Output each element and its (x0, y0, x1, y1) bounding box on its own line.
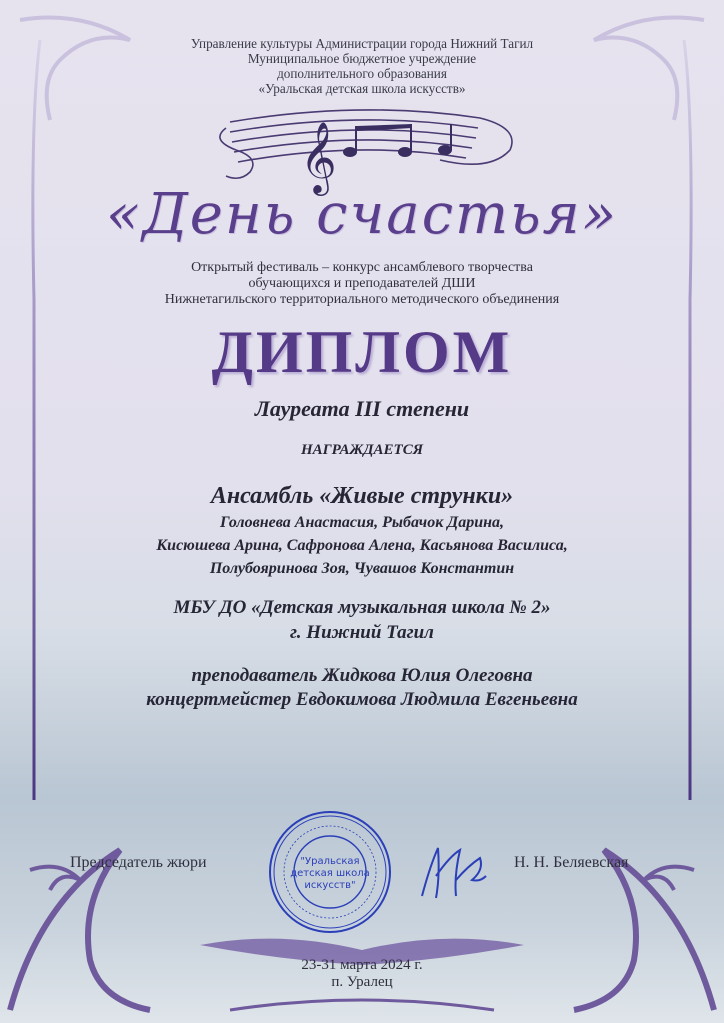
members-line-2: Кисюшева Арина, Сафронова Алена, Касьянова Василиса, (156, 537, 568, 554)
event-place: п. Уралец (331, 974, 393, 990)
signature-role: Председатель жюри (70, 854, 207, 871)
festival-desc-line-3: Нижнетагильского территориального методического объединения (164, 292, 560, 307)
teacher-line: преподаватель Жидкова Юлия Олеговна (191, 665, 533, 686)
seal-center-line-1: "Уральская (300, 856, 360, 867)
header-line-1: Управление культуры Администрации города Нижний Тагил (190, 36, 534, 51)
header-line-4: «Уральская детская школа искусств» (258, 81, 466, 96)
school-city: г. Нижний Тагил (290, 622, 434, 643)
header-line-3: дополнительного образования (277, 66, 447, 81)
award-level: Лауреата III степени (254, 396, 470, 421)
festival-desc-line-2: обучающихся и преподавателей ДШИ (248, 276, 476, 291)
festival-desc-line-1: Открытый фестиваль – конкурс ансамблевого творчества (191, 260, 533, 275)
accompanist-line: концертмейстер Евдокимова Людмила Евгеньевна (146, 689, 578, 710)
handwritten-signature (410, 836, 490, 906)
festival-title: «День счастья» (106, 182, 618, 247)
ensemble-name: Ансамбль «Живые струнки» (210, 483, 514, 509)
awarded-label: НАГРАЖДАЕТСЯ (300, 442, 424, 458)
members-line-1: Головнева Анастасия, Рыбачок Дарина, (219, 514, 505, 531)
seal-center-line-3: искусств" (304, 880, 356, 891)
seal-center-line-2: детская школа (290, 868, 370, 879)
svg-text:𝄞: 𝄞 (300, 120, 337, 193)
stamp-seal (268, 810, 392, 934)
document-type: ДИПЛОМ (211, 319, 513, 385)
music-staff-ornament (220, 110, 512, 178)
school-name: МБУ ДО «Детская музыкальная школа № 2» (173, 597, 551, 618)
event-dates: 23-31 марта 2024 г. (301, 957, 423, 973)
members-line-3: Полубояринова Зоя, Чувашов Константин (209, 560, 515, 577)
header-line-2: Муниципальное бюджетное учреждение (247, 51, 477, 66)
signatory-name: Н. Н. Беляевская (514, 854, 629, 871)
